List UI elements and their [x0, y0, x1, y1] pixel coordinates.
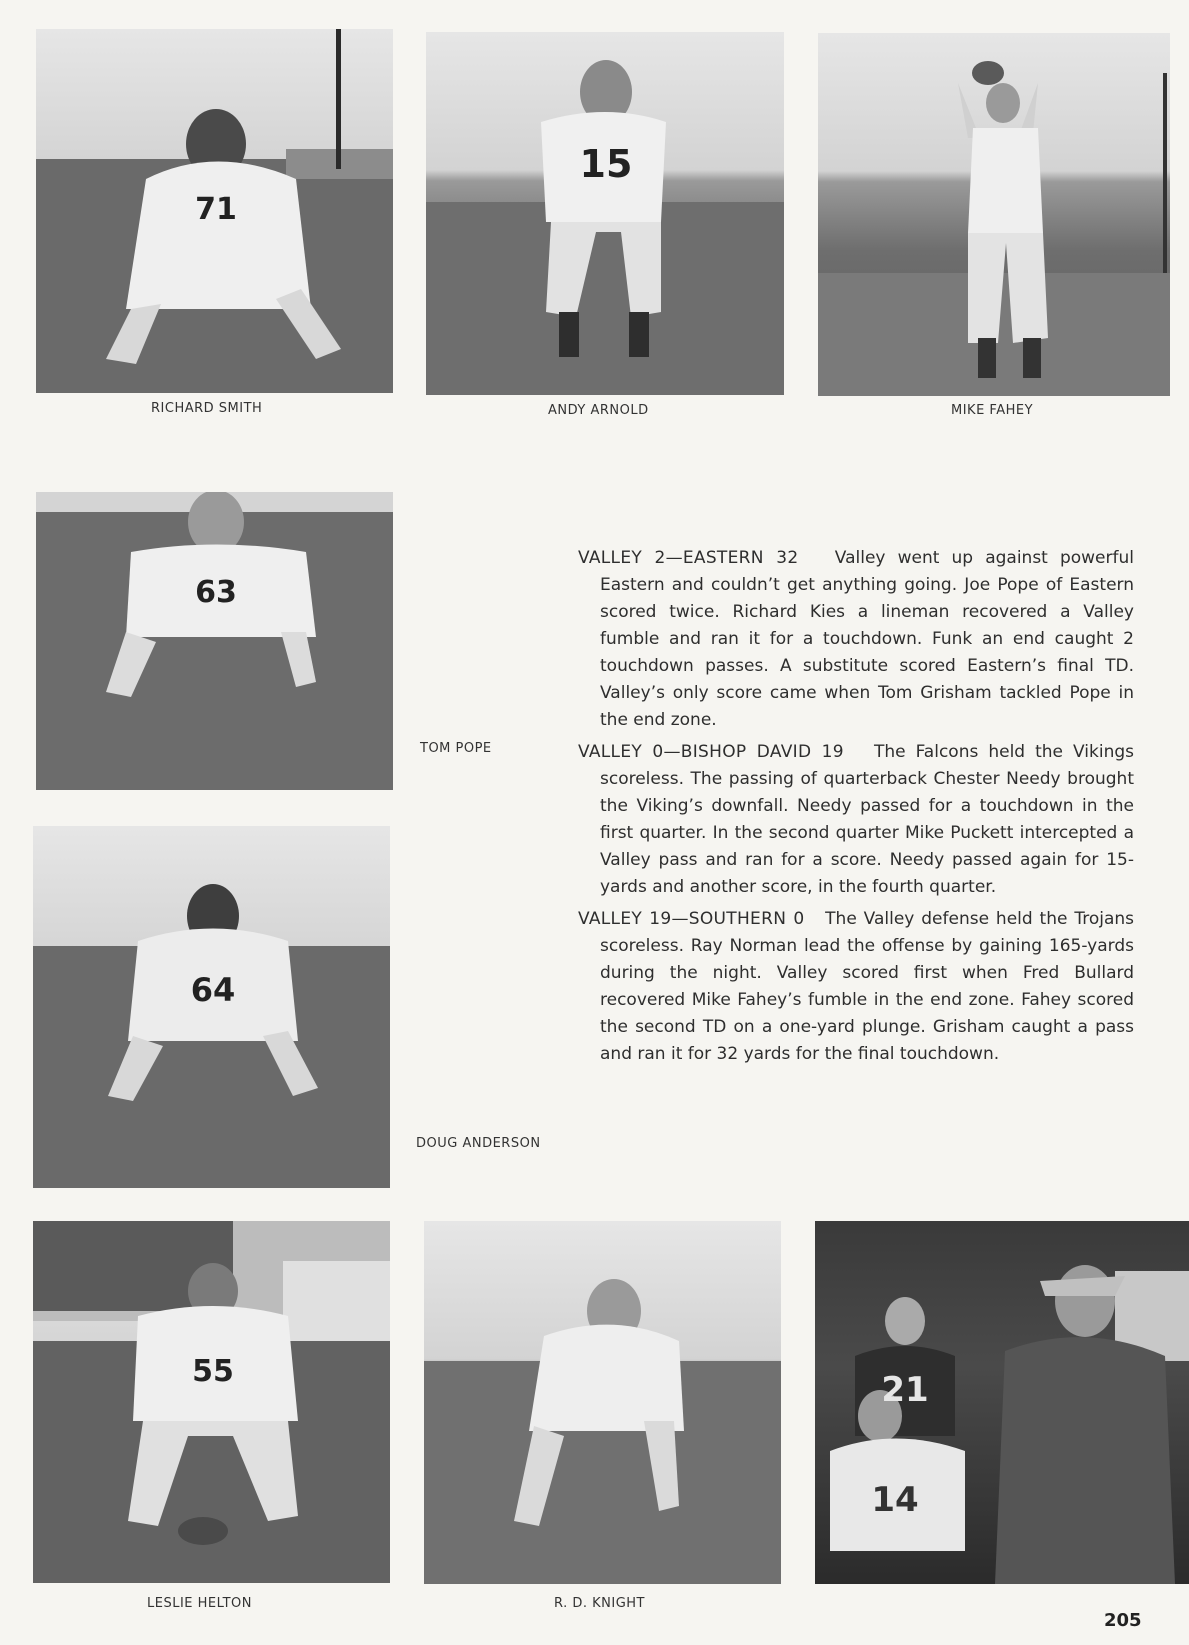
game-text: The Falcons held the Vikings scoreless. The passing of quarterback Chester Needy brought the Viking’s downfall. Needy passed for a touchdown in the first quarter. In the second quarter Mike Puckett intercepted a Valley pass and ran for a score. Needy passed again for 15-yards and another score, in the fourth quarter.	[600, 742, 1134, 897]
photo-mike-fahey	[818, 33, 1170, 396]
jersey-number: 55	[192, 1354, 234, 1389]
jersey-number: 63	[195, 575, 237, 610]
jersey-number: 15	[579, 142, 633, 186]
page-number: 205	[1104, 1610, 1142, 1631]
game-score: VALLEY 0—BISHOP DAVID 19	[578, 742, 844, 762]
caption-mike-fahey: MIKE FAHEY	[951, 403, 1034, 418]
game-score: VALLEY 19—SOUTHERN 0	[578, 909, 805, 929]
game-text: Valley went up against powerful Eastern and couldn’t get anything going. Joe Pope of Eastern scored twice. Richard Kies a lineman recovered a Valley fumble and ran it for a touchdown. Funk an end caught 2 touchdown passes. A substitute scored Eastern’s final TD. Valley’s only score came when Tom Grisham tackled Pope in the end zone.	[600, 548, 1134, 730]
photo-leslie-helton	[33, 1221, 390, 1583]
game-recap	[578, 906, 1134, 1068]
photo-andy-arnold	[426, 32, 784, 395]
jersey-number: 21	[881, 1370, 929, 1410]
game-score: VALLEY 2—EASTERN 32	[578, 548, 799, 568]
caption-rd-knight: R. D. KNIGHT	[554, 1596, 645, 1611]
caption-andy-arnold: ANDY ARNOLD	[548, 403, 649, 418]
game-recaps	[578, 545, 1134, 1073]
photo-coach-group	[815, 1221, 1189, 1584]
caption-leslie-helton: LESLIE HELTON	[147, 1596, 252, 1611]
caption-tom-pope: TOM POPE	[420, 741, 492, 756]
jersey-number: 64	[190, 971, 236, 1009]
game-recap	[578, 739, 1134, 901]
photo-rd-knight	[424, 1221, 781, 1584]
caption-doug-anderson: DOUG ANDERSON	[416, 1136, 541, 1151]
game-recap	[578, 545, 1134, 734]
photo-doug-anderson	[33, 826, 390, 1188]
jersey-number: 14	[871, 1480, 919, 1520]
jersey-number: 71	[195, 192, 237, 227]
caption-richard-smith: RICHARD SMITH	[151, 401, 263, 416]
game-text: The Valley defense held the Trojans scoreless. Ray Norman lead the offense by gaining 165-yards during the night. Valley scored first when Fred Bullard recovered Mike Fahey’s fumble in the end zone. Fahey scored the second TD on a one-yard plunge. Grisham caught a pass and ran it for 32 yards for the final touchdown.	[600, 909, 1135, 1064]
photo-tom-pope	[36, 492, 393, 790]
photo-richard-smith	[36, 29, 393, 393]
